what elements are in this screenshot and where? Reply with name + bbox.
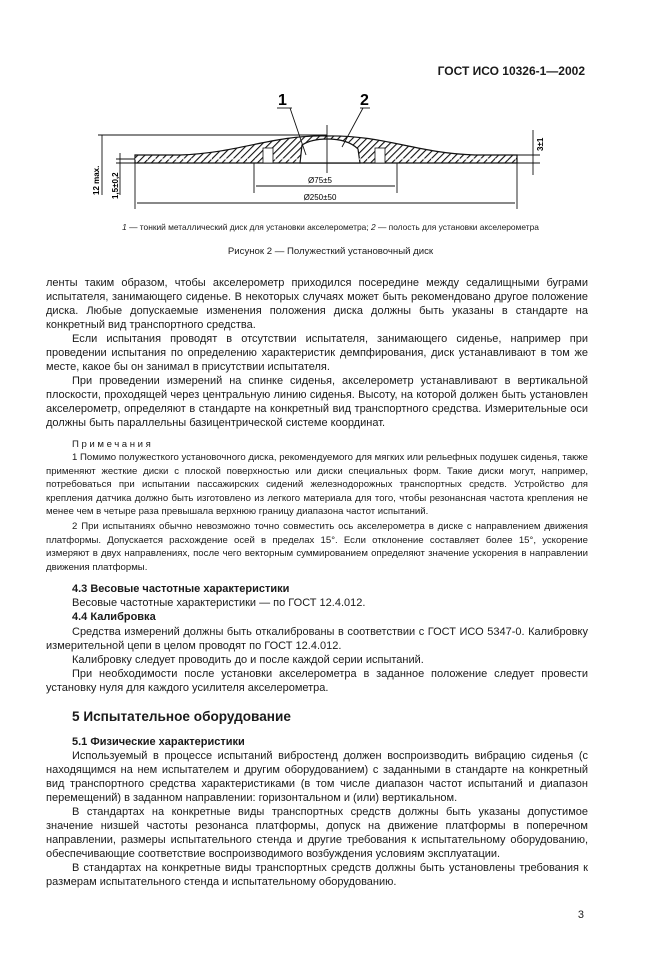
semi-rigid-disc-drawing: [80, 85, 550, 210]
section-heading-5-1: 5.1 Физические характеристики: [72, 735, 245, 748]
outer-diameter-label: Ø250±50: [303, 193, 337, 202]
paragraph: При проведении измерений на спинке сиденья, акселерометр устанавливают в вертикальной плоскости, проходящей через центральную линию сиденья. Высоту, на которой должен быть установлен акселерометр, определяют в стандарте на конкретный вид транспортного средства. Измерительные оси должны быть параллельны базицентрической системе координат.: [46, 375, 588, 429]
body-text: [46, 276, 588, 430]
paragraph: В стандартах на конкретные виды транспортных средств должны быть установлены требования к размерам испытательного стенда и испытательному оборудованию.: [46, 862, 588, 889]
paragraph: Используемый в процессе испытаний вибростенд должен воспроизводить вибрацию сиденья (с находящимся на нем испытателем и другим оборудованием) с заданными в стандарте на конкретный вид транспортного средства характеристиками (в том числе диапазон частот испытаний и диапазон перемещений) в заданном направлении: горизонтальном и (или) вертикальном.: [46, 750, 588, 805]
callout-1: 1: [278, 92, 287, 109]
callout-2: 2: [360, 92, 369, 109]
note-1: 1 Помимо полужесткого установочного диска, рекомендуемого для мягких или рельефных подушек сиденья, также применяют жесткие диски с плоской поверхностью или диски специальных форм. Такие диски могут, например, потребоваться при испытании пассажирских сидений железнодорожных транспортных средств. Устройство для крепления датчика должно быть изготовлено из легкого материала для того, чтобы резонансная частота крепления не менее чем в четыре раза превышала верхнюю границу диапазона частот испытаний.: [46, 452, 588, 518]
dome-height-label: 3±1: [536, 137, 545, 151]
inner-diameter-label: Ø75±5: [308, 176, 332, 185]
section-4-3-4-4: [46, 582, 588, 695]
disc-section: [135, 136, 517, 163]
notes: [46, 438, 588, 574]
section-heading-4-3: 4.3 Весовые частотные характеристики: [72, 583, 290, 596]
paragraph: В стандартах на конкретные виды транспортных средств должны быть указаны допустимое значение низшей частоты резонанса платформы, допуск на движение платформы в поперечном направлении, размеры испытательного стенда и другие требования к испытательному оборудованию, обеспечивающие соответствие воспроизводимого возбуждения условиям эксплуатации.: [46, 806, 588, 861]
notes-title: Примечания: [72, 439, 154, 450]
section-5-1: [46, 735, 588, 889]
page-body: [46, 276, 588, 961]
paragraph: Весовые частотные характеристики — по ГОСТ 12.4.012.: [72, 597, 366, 610]
legend-text-1: — тонкий металлический диск для установки акселерометра;: [126, 222, 371, 232]
note-2: 2 При испытаниях обычно невозможно точно совместить ось акселерометра в диске с направлением движения платформы. Допускается расхождение осей в пределах 15°. Если отклонение составляет более 15°, ускорение измеряют в двух направлениях, после чего векторным суммированием определяют значение ускорения в направлении движения платформы.: [46, 521, 588, 573]
legend-number-2: 2: [370, 222, 376, 232]
legend-number-1: 1: [122, 222, 127, 232]
paragraph: При необходимости после установки акселерометра в заданное положение следует провести установку нуля для каждого усилителя акселерометра.: [46, 667, 588, 694]
page-number: 3: [577, 909, 584, 922]
figure-caption: Рисунок 2 — Полужесткий установочный диск: [227, 246, 434, 257]
section-heading-5: 5 Испытательное оборудование: [72, 708, 291, 724]
figure-legend: [0, 222, 661, 232]
paragraph: ленты таким образом, чтобы акселерометр приходился посередине между седалищными буграми испытателя, занимающего сиденье. В некоторых случаях может быть рекомендовано другое положение диска. Любые допускаемые изменения положения диска должны быть указаны в стандарте на конкретный вид транспортного средства.: [46, 277, 588, 331]
paragraph: Средства измерений должны быть откалиброваны в соответствии с ГОСТ ИСО 5347-0. Калибровку измерительной цепи в целом проводят по ГОСТ 12.4.012.: [46, 625, 588, 652]
height-max-label: 12 max.: [92, 165, 101, 195]
thickness-label: 1,5±0,2: [111, 172, 120, 199]
section-heading-4-4: 4.4 Калибровка: [72, 611, 156, 624]
document-header: ГОСТ ИСО 10326-1—2002: [437, 64, 585, 78]
paragraph: Если испытания проводят в отсутствии испытателя, занимающего сиденье, например при проведении испытания по определению характеристик демпфирования, диск устанавливают в том же месте, какое бы он занимал в присутствии испытателя.: [46, 333, 588, 373]
paragraph: Калибровку следует проводить до и после каждой серии испытаний.: [72, 653, 424, 666]
legend-text-2: — полость для установки акселерометра: [375, 222, 539, 232]
